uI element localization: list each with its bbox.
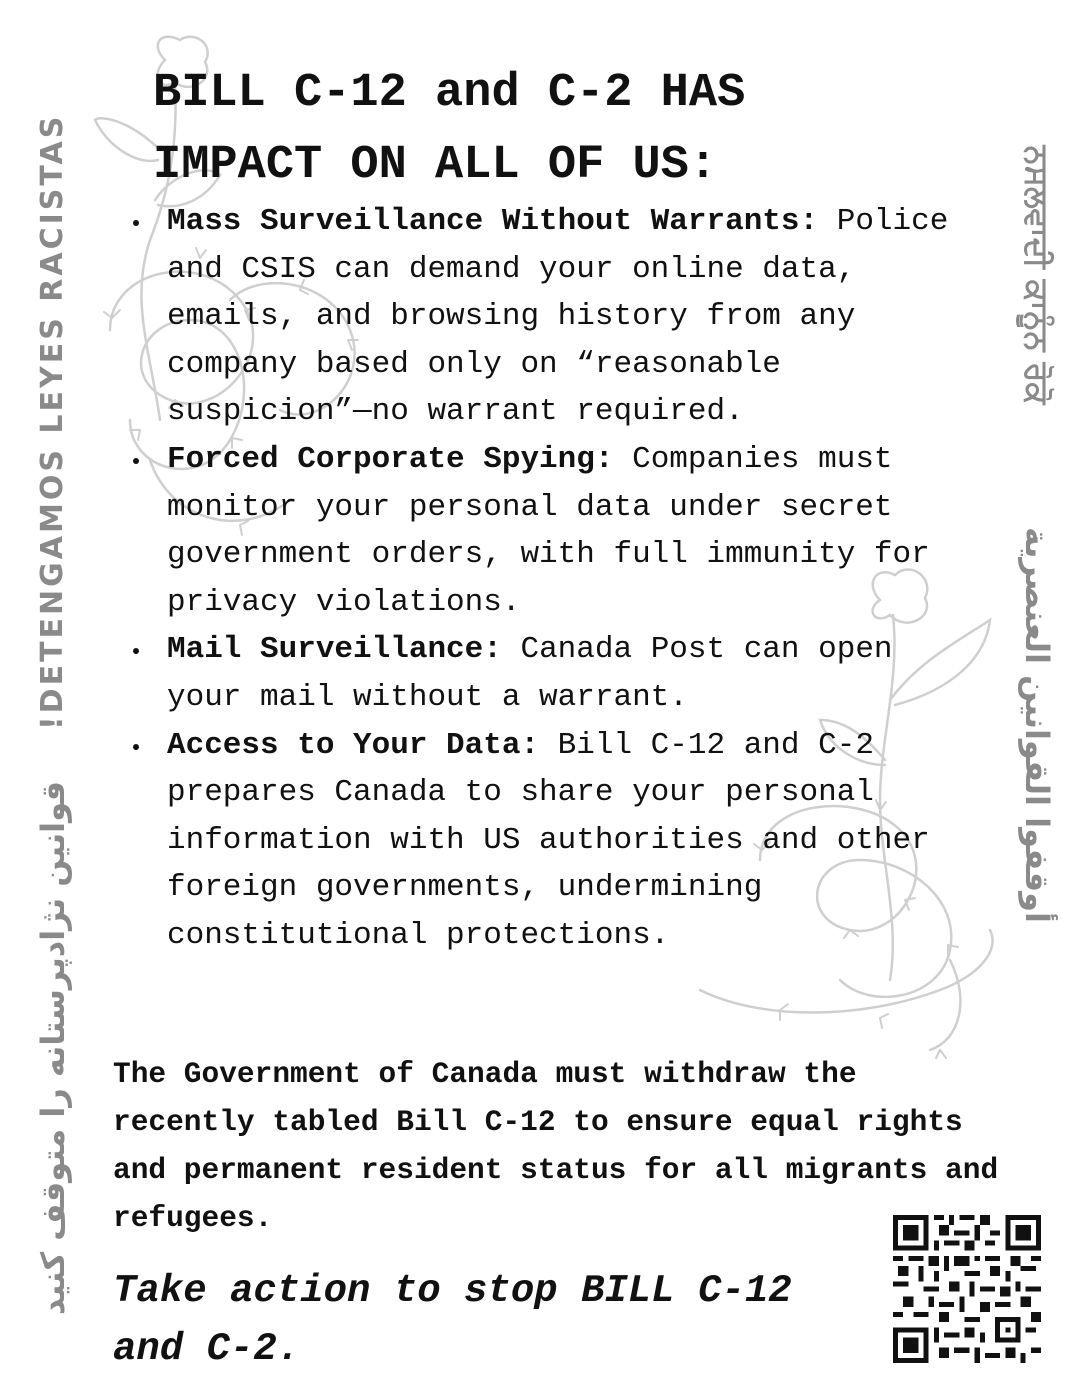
title-line-2: IMPACT ON ALL OF US: (153, 139, 718, 192)
list-item (120, 722, 980, 960)
call-to-action: Take action to stop BILL C-12 and C-2. (113, 1269, 792, 1371)
impact-list (120, 198, 980, 960)
bullet-text: Canada Post can open your mail without a warrant. (167, 632, 893, 715)
bullet-heading: Access to Your Data: (167, 727, 540, 763)
bullet-heading: Forced Corporate Spying: (167, 441, 614, 477)
qr-code-icon[interactable] (893, 1215, 1041, 1363)
bullet-heading: Mail Surveillance: (167, 632, 502, 668)
side-text-arabic: أوقفوا القوانين العنصرية (1018, 526, 1056, 924)
page-title (153, 58, 853, 202)
bullet-text: Bill C-12 and C-2 prepares Canada to share your personal information with US authorities and other foreign governments, undermining constitutional protections. (167, 727, 930, 953)
bullet-heading: Mass Surveillance Without Warrants: (167, 204, 819, 239)
list-item (120, 626, 980, 721)
closing-statement: The Government of Canada must withdraw the recently tabled Bill C-12 to ensure equal rights and permanent resident status for all migrants and refugees. (113, 1057, 999, 1235)
title-line-1: BILL C-12 and C-2 HAS (153, 67, 746, 120)
side-text-spanish: !DETENGAMOS LEYES RACISTAS (35, 113, 70, 730)
side-text-persian: قوانین نژادپرستانه را متوقف کنید (34, 780, 72, 1316)
side-text-punjabi: ਨਸਲਵਾਦੀ ਕਾਨੂੰਨ ਰੋਕੋ (1018, 145, 1056, 405)
list-item (120, 198, 980, 436)
bullet-text: Police and CSIS can demand your online data, emails, and browsing history from any company based only on “reasonable suspicion”—no warrant required. (167, 204, 949, 430)
bullet-text: Companies must monitor your personal data under secret government orders, with full immunity for privacy violations. (167, 441, 930, 620)
list-item (120, 436, 980, 626)
